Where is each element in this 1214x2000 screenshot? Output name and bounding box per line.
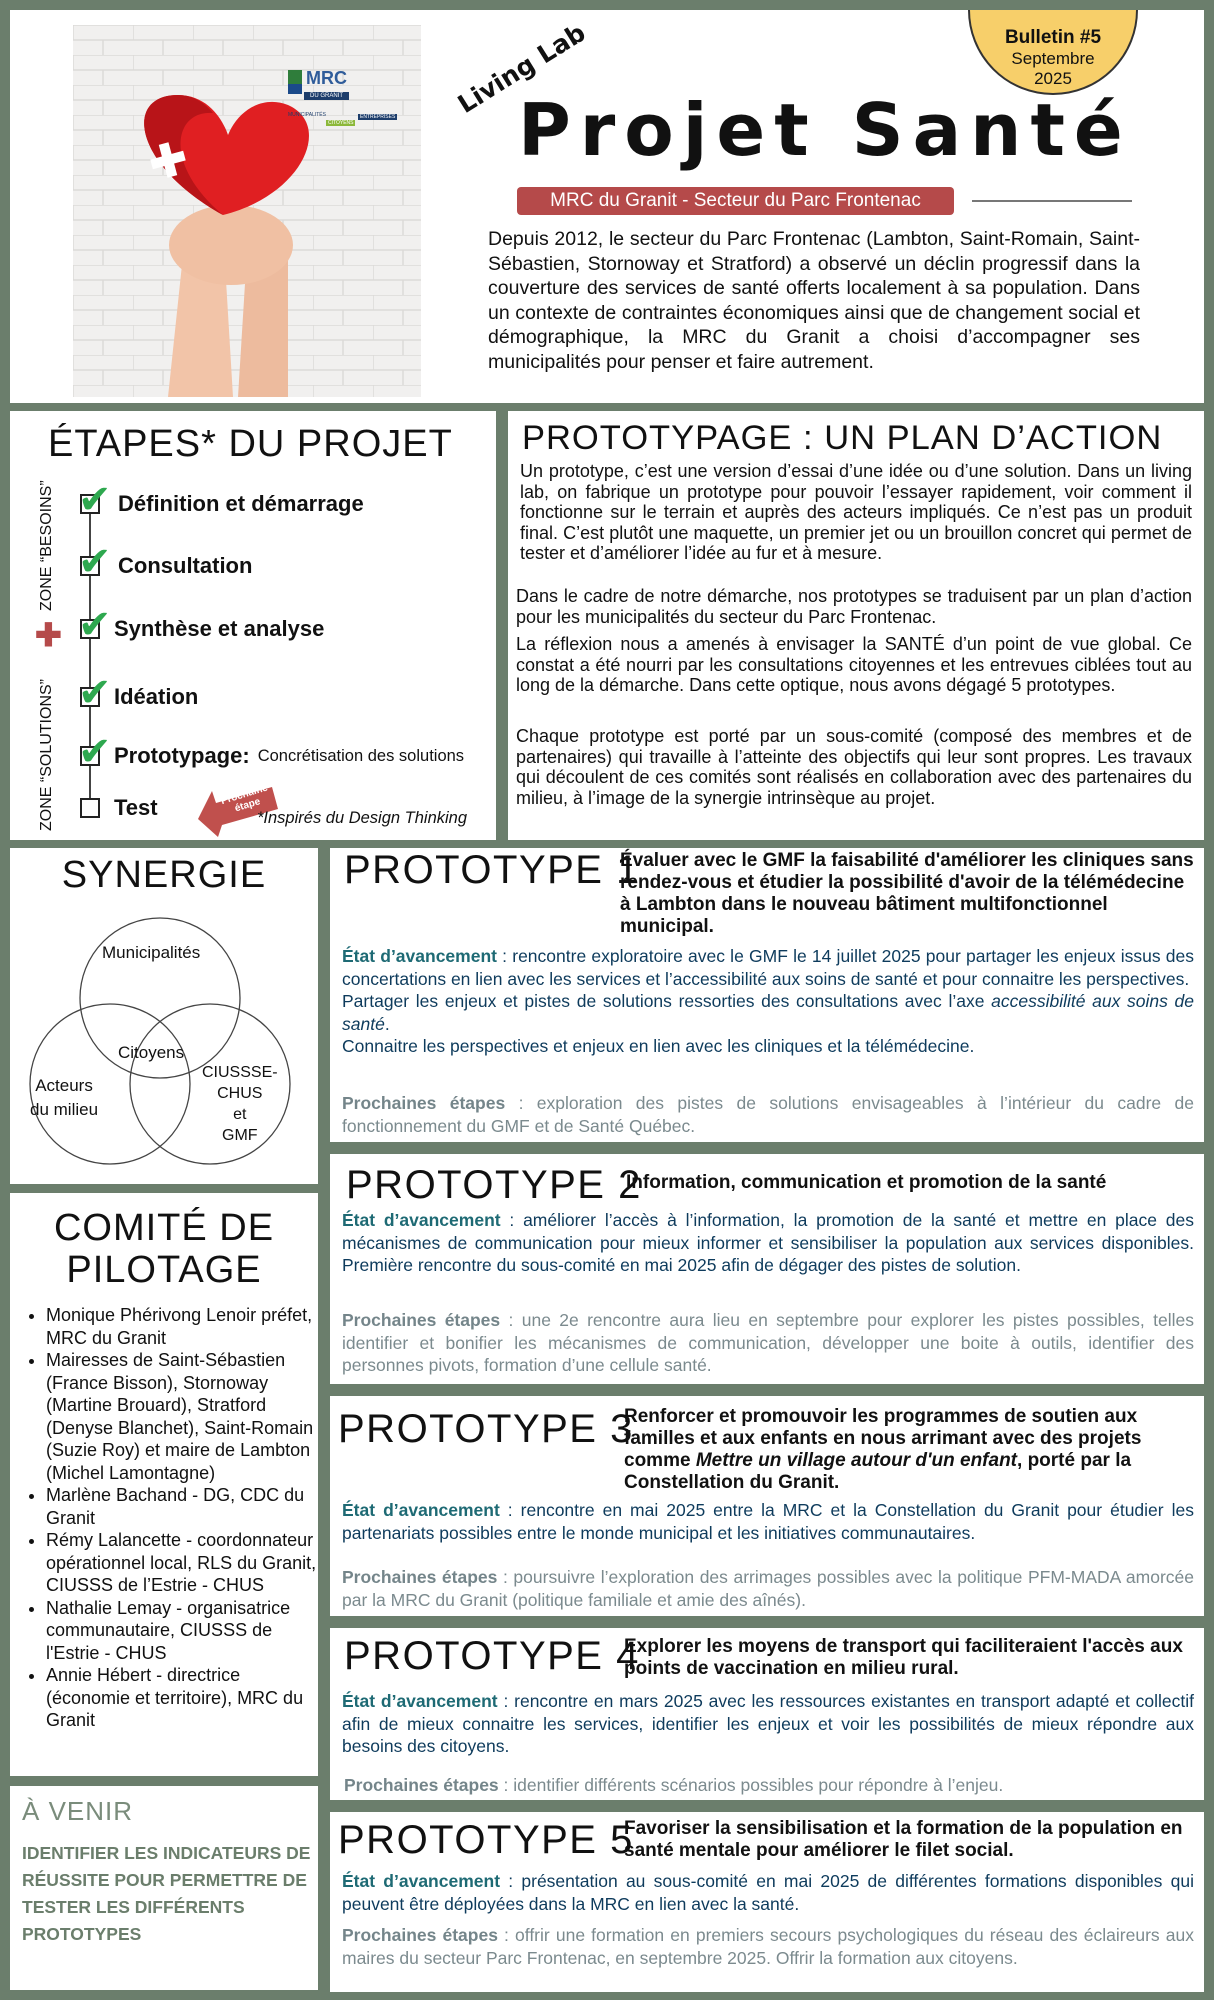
prototype-1-goal: Évaluer avec le GMF la faisabilité d'améliorer les cliniques sans rendez-vous et étudier la possibilité d'avoir de la télémédecine à Lambton dans le nouveau bâtiment multifonctionnel municipal. bbox=[620, 850, 1194, 937]
avenir-title: À VENIR bbox=[22, 1796, 134, 1826]
prototype-4-goal: Explorer les moyens de transport qui faciliteraient l'accès aux points de vaccination en milieu rural. bbox=[624, 1636, 1183, 1679]
prototype-3-title: PROTOTYPE 3 bbox=[338, 1407, 634, 1451]
step-ideation: ✔ Idéation bbox=[78, 670, 199, 716]
subtitle-banner: MRC du Granit - Secteur du Parc Frontenac bbox=[517, 187, 954, 215]
etapes-panel bbox=[10, 411, 496, 840]
prototype-4-next: Prochaines étapes : identifier différents scénarios possibles pour répondre à l’enjeu. bbox=[344, 1775, 1004, 1795]
avenir-text: IDENTIFIER LES INDICATEURS DE RÉUSSITE POUR PERMETTRE DE TESTER LES DIFFÉRENTS PROTOTYPES bbox=[22, 1843, 311, 1944]
prototype-4-panel bbox=[330, 1628, 1204, 1800]
synergie-panel bbox=[10, 848, 318, 1184]
next-step-arrow: Prochaine étape bbox=[188, 769, 298, 840]
mrc-logo: MRC DU GRANIT MUNICIPALITÉS CITOYENS ENTREPRISES bbox=[288, 68, 396, 126]
prototype-1-panel bbox=[330, 848, 1204, 1142]
avenir-panel bbox=[10, 1786, 318, 1990]
comite-title: COMITÉ DE PILOTAGE bbox=[53, 1207, 275, 1291]
step-checkbox bbox=[78, 477, 112, 523]
checkmark-icon: ✔ bbox=[78, 477, 112, 523]
badge-month: Septembre bbox=[1011, 49, 1095, 68]
step-synthese: ✔ Synthèse et analyse bbox=[78, 602, 325, 648]
prototype-1-next: Prochaines étapes : exploration des pistes de solutions envisageables à l’intérieur du cadre de fonctionnement du GMF et de Santé Québec. bbox=[342, 1093, 1195, 1136]
checkmark-icon: ✔ bbox=[78, 602, 112, 648]
prototype-3-status: État d’avancement : rencontre en mai 2025 entre la MRC et la Constellation du Granit pour étudier les partenariats possibles entre le monde municipal et les initiatives communautaires. bbox=[342, 1500, 1194, 1543]
zone-besoins-label: ZONE “BESOINS” bbox=[38, 480, 55, 611]
prototype-5-next: Prochaines étapes : offrir une formation en premiers secours psychologiques du réseau des éclaireurs aux maires du secteur Parc Frontenac, en septembre 2025. Offrir la formation aux citoyens. bbox=[342, 1925, 1194, 1968]
list-item: • Marlène Bachand - DG, CDC du Granit bbox=[46, 1484, 318, 1529]
prototype-4-title: PROTOTYPE 4 bbox=[344, 1634, 640, 1678]
badge-number: Bulletin #5 bbox=[1004, 27, 1102, 48]
checkmark-icon: ✔ bbox=[78, 670, 112, 716]
checkmark-icon: ✔ bbox=[78, 729, 112, 775]
zone-solutions-label: ZONE “SOLUTIONS” bbox=[38, 678, 55, 831]
plan-panel bbox=[508, 411, 1204, 840]
list-item: • Annie Hébert - directrice (économie et territoire), MRC du Granit bbox=[46, 1664, 318, 1732]
prototype-2-title: PROTOTYPE 2 bbox=[346, 1163, 642, 1207]
prototypage-note: Concrétisation des solutions bbox=[257, 746, 465, 765]
design-thinking-footnote: *Inspirés du Design Thinking bbox=[257, 809, 468, 827]
page-title: Projet Santé bbox=[518, 88, 1132, 172]
list-item: • Nathalie Lemay - organisatrice communautaire, CIUSSS de l'Estrie - CHUS bbox=[46, 1597, 318, 1665]
prototype-4-status: État d’avancement : rencontre en mars 2025 avec les ressources existantes en transport adapté et collectif afin de mieux connaitre les services, identifier les enjeux et voir les possibilités de mieux répondre aux besoins des citoyens. bbox=[342, 1691, 1195, 1756]
living-lab-label: Living Lab bbox=[452, 17, 591, 119]
bulletin-badge bbox=[968, 10, 1138, 95]
step-checkbox bbox=[78, 539, 112, 585]
step-checkbox bbox=[78, 729, 112, 775]
subtitle-rule bbox=[972, 200, 1132, 202]
prototype-3-panel bbox=[330, 1396, 1204, 1616]
step-checkbox bbox=[78, 602, 112, 648]
venn-municipalites: Municipalités bbox=[102, 943, 201, 962]
checkmark-icon: ✔ bbox=[78, 539, 112, 585]
prototype-1-title: PROTOTYPE 1 bbox=[344, 848, 640, 892]
intro-paragraph: Depuis 2012, le secteur du Parc Frontenac (Lambton, Saint-Romain, Saint-Sébastien, Stornoway et Stratford) a observé un déclin progressif dans la couverture des services de santé offerts localement à sa population. Dans un contexte de contraintes économiques ainsi que de changement social et démographique, la MRC du Granit a choisi d’accompagner ses municipalités pour penser et faire autrement. bbox=[488, 228, 1140, 373]
prototype-2-status: État d’avancement : améliorer l’accès à l’information, la promotion de la santé et mettre en place des mécanismes de communication pour mieux informer et sensibiliser la population aux services disponibles. Première rencontre du sous-comité en mai 2025 afin de dégager des pistes de solution. bbox=[342, 1210, 1194, 1275]
step-test: Test bbox=[80, 795, 158, 821]
prototype-5-status: État d’avancement : présentation au sous-comité en mai 2025 de différentes formations disponibles qui peuvent être déployées dans la MRC en lien avec la santé. bbox=[342, 1871, 1194, 1914]
venn-ciusss: CIUSSSE- CHUS et GMF bbox=[202, 1064, 278, 1144]
committee-list bbox=[26, 1304, 318, 1732]
plus-icon: ✚ bbox=[35, 617, 62, 653]
badge-year: 2025 bbox=[1034, 69, 1072, 88]
header-photo bbox=[73, 25, 421, 397]
prototype-2-panel bbox=[330, 1154, 1204, 1384]
prototype-2-next: Prochaines étapes : une 2e rencontre aura lieu en septembre pour explorer les pistes possibles, telles identifier et bonifier les mécanismes de communication, développer une boite à outils, identifier des personnes pivots, formation d’une cellule santé. bbox=[342, 1310, 1194, 1375]
step-consultation: ✔ Consultation bbox=[78, 539, 253, 585]
plan-paragraph-4: Chaque prototype est porté par un sous-comité (composé des membres et de partenaires) qui travaille à l’atteinte des objectifs qui leur sont propres. Les travaux qui découlent de ces comités sont réalisés en collaboration avec des partenaires du milieu, à l’image de la synergie intrinsèque au projet. bbox=[516, 726, 1192, 808]
prototype-5-goal: Favoriser la sensibilisation et la formation de la population en santé mentale pour améliorer le filet social. bbox=[624, 1818, 1183, 1861]
prototype-2-goal: Information, communication et promotion de la santé bbox=[626, 1172, 1107, 1193]
venn-acteurs: Acteurs du milieu bbox=[30, 1076, 99, 1119]
plan-paragraph-2: Dans le cadre de notre démarche, nos prototypes se traduisent par un plan d’action pour les municipalités du secteur du Parc Frontenac. bbox=[516, 586, 1192, 627]
list-item: • Rémy Lalancette - coordonnateur opérationnel local, RLS du Granit, CIUSSS de l’Estrie - CHUS bbox=[46, 1529, 318, 1597]
prototype-1-status: État d’avancement : rencontre exploratoire avec le GMF le 14 juillet 2025 pour partager les enjeux issus des concertations en lien avec les services et l’accessibilité aux soins de santé et pour connaitre les perspectives. Partager les enjeux et pistes de solutions ressorties des consultations avec l’axe accessibilité aux soins de santé. Connaitre les perspectives et enjeux en lien avec les cliniques et la télémédecine. bbox=[342, 946, 1194, 1056]
step-prototypage: ✔ Prototypage: Concrétisation des solutions bbox=[78, 729, 465, 775]
step-definition: ✔ Définition et démarrage bbox=[78, 477, 364, 523]
step-checkbox bbox=[78, 670, 112, 716]
venn-citoyens: Citoyens bbox=[118, 1043, 185, 1062]
etapes-title: ÉTAPES* DU PROJET bbox=[48, 423, 453, 465]
header-panel bbox=[10, 10, 1204, 403]
plan-paragraph-3: La réflexion nous a amenés à envisager la SANTÉ d’un point de vue global. Ce constat a été nourri par les consultations citoyennes et les entrevues ciblées tout au long de la démarche. Dans cette optique, nous avons dégagé 5 prototypes. bbox=[516, 634, 1192, 695]
plan-paragraph-1: Un prototype, c’est une version d’essai d’une idée ou d’une solution. Dans un living lab, on fabrique un prototype pour pouvoir l’essayer rapidement, voir comment il fonctionne sur le terrain et auprès des acteurs impliqués. Ce n’est pas un produit final. C’est plutôt une maquette, un premier jet ou un brouillon concret qui permet de tester et d’améliorer l’idée au fur et à mesure. bbox=[520, 461, 1192, 563]
step-checkbox bbox=[80, 798, 100, 818]
prototype-5-title: PROTOTYPE 5 bbox=[338, 1818, 634, 1862]
plan-title: PROTOTYPAGE : UN PLAN D’ACTION bbox=[522, 419, 1163, 457]
comite-panel bbox=[10, 1193, 318, 1776]
prototype-5-panel bbox=[330, 1812, 1204, 1992]
synergie-title: SYNERGIE bbox=[61, 854, 267, 896]
list-item: • Mairesses de Saint-Sébastien (France Bisson), Stornoway (Martine Brouard), Stratford (Denyse Blanchet), Saint-Romain (Suzie Roy) et maire de Lambton (Michel Lamontagne) bbox=[46, 1349, 318, 1484]
prototype-3-goal: Renforcer et promouvoir les programmes de soutien aux familles et aux enfants en nous arrimant avec des projets comme Mettre un village autour d'un enfant, porté par la Constellation du Granit. bbox=[624, 1406, 1142, 1493]
list-item: • Monique Phérivong Lenoir préfet, MRC du Granit bbox=[46, 1304, 318, 1349]
prototype-3-next: Prochaines étapes : poursuivre l’exploration des arrimages possibles avec la politique PFM-MADA amorcée par la MRC du Granit (politique familiale et amie des aînés). bbox=[342, 1567, 1195, 1610]
